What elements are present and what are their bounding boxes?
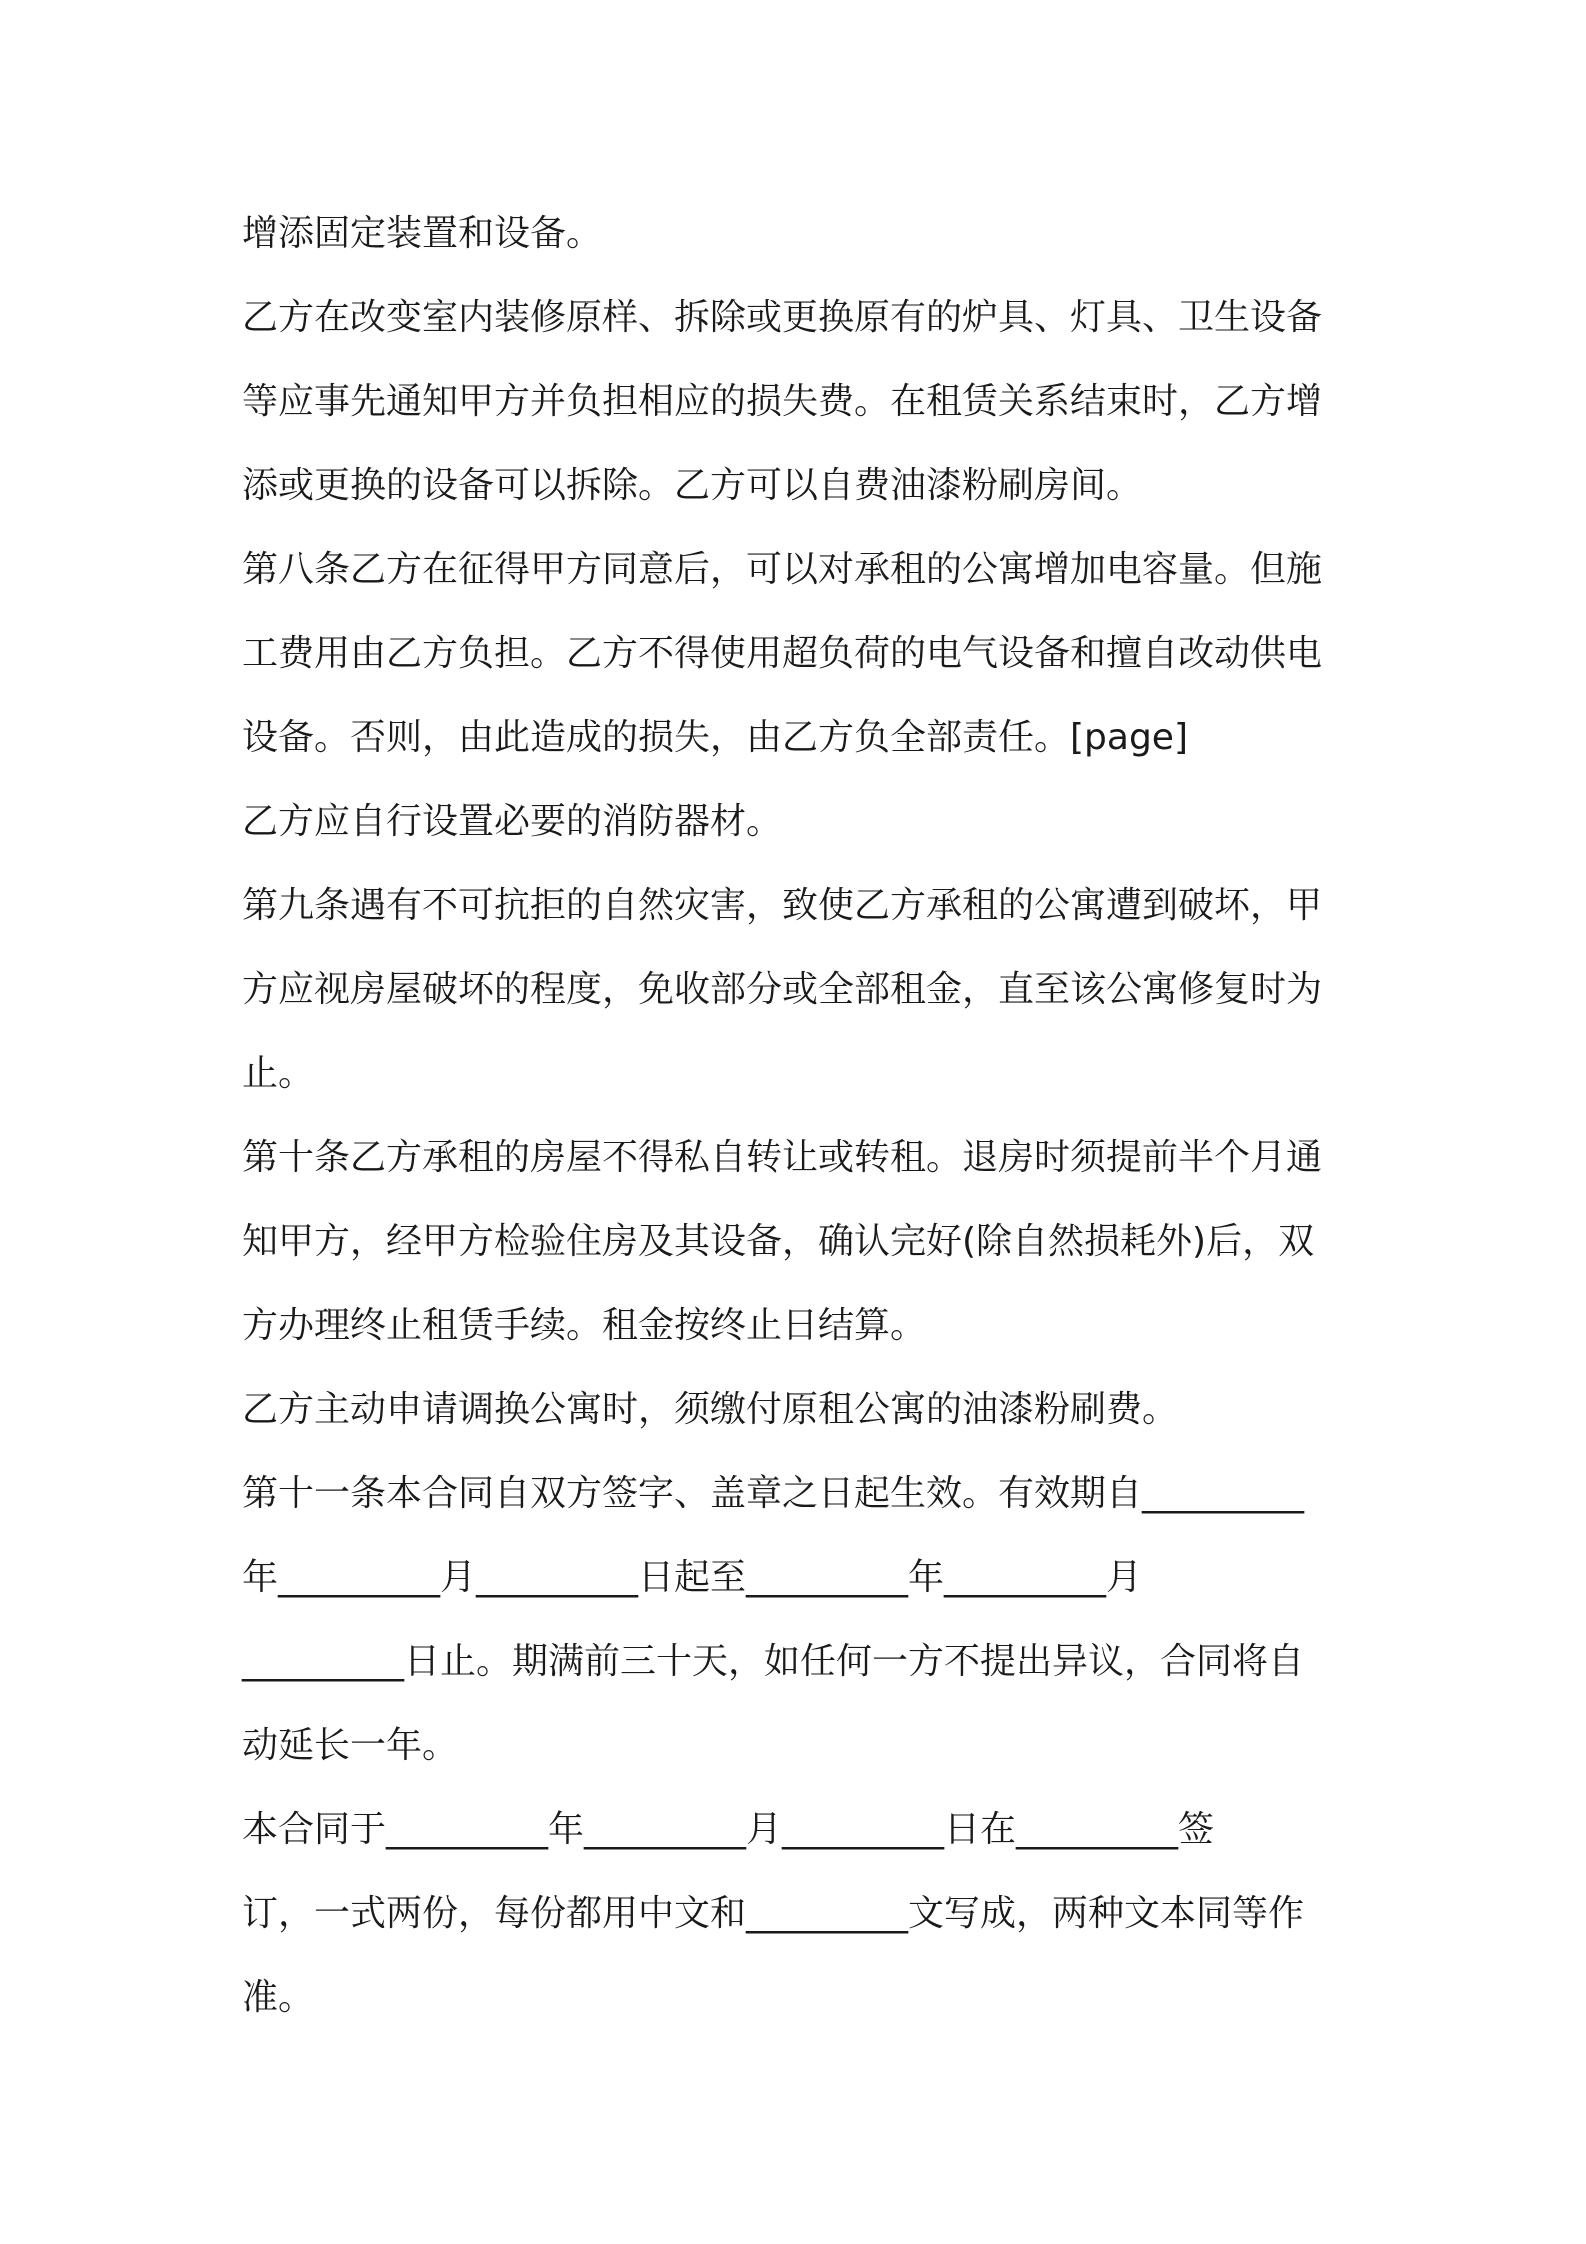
text-line: 工费用由乙方负担。乙方不得使用超负荷的电气设备和擅自改动供电 bbox=[242, 633, 1323, 674]
document-body bbox=[242, 192, 1362, 2040]
text-line: 设备。否则，由此造成的损失，由乙方负全部责任。[page] bbox=[242, 717, 1189, 758]
text-line: 止。 bbox=[242, 1053, 315, 1094]
text-line: 等应事先通知甲方并负担相应的损失费。在租赁关系结束时，乙方增 bbox=[242, 381, 1323, 422]
text-line: 本合同于_________年_________月_________日在_________签 bbox=[242, 1809, 1215, 1850]
text-line: 第九条遇有不可抗拒的自然灾害，致使乙方承租的公寓遭到破坏，甲 bbox=[242, 885, 1323, 926]
text-line: 订，一式两份，每份都用中文和_________文写成，两种文本同等作 bbox=[242, 1893, 1305, 1934]
text-line: 增添固定装置和设备。 bbox=[242, 213, 603, 254]
text-line: 第十条乙方承租的房屋不得私自转让或转租。退房时须提前半个月通 bbox=[242, 1137, 1323, 1178]
text-line: 动延长一年。 bbox=[242, 1725, 459, 1766]
text-line: 乙方应自行设置必要的消防器材。 bbox=[242, 801, 783, 842]
text-line: 方办理终止租赁手续。租金按终止日结算。 bbox=[242, 1305, 927, 1346]
text-line: _________日止。期满前三十天，如任何一方不提出异议，合同将自 bbox=[242, 1641, 1305, 1682]
text-line: 方应视房屋破坏的程度，免收部分或全部租金，直至该公寓修复时为 bbox=[242, 969, 1323, 1010]
text-line: 第八条乙方在征得甲方同意后，可以对承租的公寓增加电容量。但施 bbox=[242, 549, 1323, 590]
text-line: 添或更换的设备可以拆除。乙方可以自费油漆粉刷房间。 bbox=[242, 465, 1143, 506]
text-line: 知甲方，经甲方检验住房及其设备，确认完好(除自然损耗外)后，双 bbox=[242, 1221, 1315, 1262]
text-line: 乙方主动申请调换公寓时，须缴付原租公寓的油漆粉刷费。 bbox=[242, 1389, 1179, 1430]
text-line: 第十一条本合同自双方签字、盖章之日起生效。有效期自_________ bbox=[242, 1473, 1305, 1514]
text-line: 准。 bbox=[242, 1977, 315, 2018]
text-line: 年_________月_________日起至_________年_________月 bbox=[242, 1557, 1143, 1598]
text-line: 乙方在改变室内装修原样、拆除或更换原有的炉具、灯具、卫生设备 bbox=[242, 297, 1323, 338]
